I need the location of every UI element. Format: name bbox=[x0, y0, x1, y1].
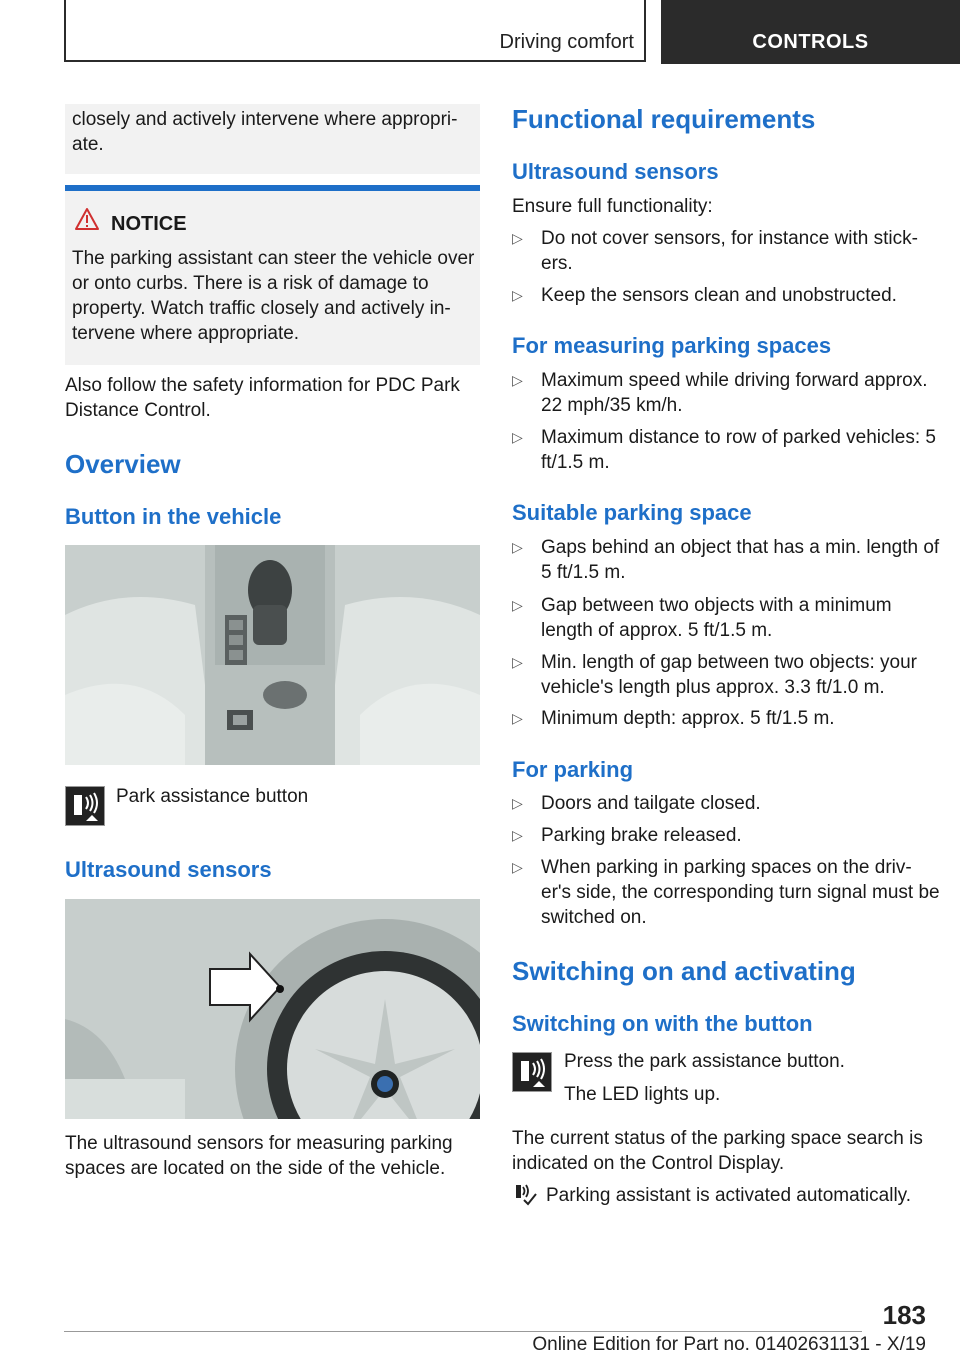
footer-divider bbox=[64, 1331, 862, 1332]
bullet-triangle-icon: ▷ bbox=[512, 710, 523, 726]
bullet-triangle-icon: ▷ bbox=[512, 429, 523, 445]
continued-note-box bbox=[65, 104, 480, 174]
footer-edition: Online Edition for Part no. 01402631131 - X/19 bbox=[532, 1334, 926, 1355]
notice-box bbox=[65, 191, 480, 365]
switch-with-button-heading: Switching on with the button bbox=[512, 1011, 813, 1036]
console-illustration bbox=[65, 545, 480, 765]
bullet-triangle-icon: ▷ bbox=[512, 827, 523, 843]
functional-requirements-heading: Functional requirements bbox=[512, 104, 816, 134]
button-in-vehicle-heading: Button in the vehicle bbox=[65, 504, 282, 529]
bullet-triangle-icon: ▷ bbox=[512, 539, 523, 555]
button-caption: Park assistance button bbox=[116, 786, 309, 807]
page-number: 183 bbox=[882, 1300, 926, 1330]
notice-body: The parking assistant can steer the vehicle over or onto curbs. There is a risk of damage to property. Watch traffic closely and actively in‐tervene where appropriate. bbox=[72, 248, 475, 344]
status-para: The current status of the parking space search is indicated on the Control Display. bbox=[512, 1128, 923, 1174]
auto-activation-text: Parking assistant is activated automatically. bbox=[546, 1185, 912, 1206]
ultrasound-sensors-heading-left: Ultrasound sensors bbox=[65, 857, 272, 882]
continued-note-text: closely and actively intervene where appropri‐ate. bbox=[72, 109, 458, 155]
switching-on-heading: Switching on and activating bbox=[512, 956, 856, 986]
press-button-text: Press the park assistance button. bbox=[564, 1051, 845, 1072]
bullet-triangle-icon: ▷ bbox=[512, 654, 523, 670]
park-assist-active-icon bbox=[512, 1182, 538, 1208]
ultrasound-sensors-heading-right: Ultrasound sensors bbox=[512, 159, 719, 184]
sensor-illustration bbox=[65, 899, 480, 1119]
bullet-triangle-icon: ▷ bbox=[512, 372, 523, 388]
bullet-triangle-icon: ▷ bbox=[512, 795, 523, 811]
measuring-heading: For measuring parking spaces bbox=[512, 333, 832, 358]
warning-triangle-icon bbox=[74, 207, 100, 231]
sensors-intro: Ensure full functionality: bbox=[512, 196, 713, 217]
safety-para: Also follow the safety information for PDC Park Distance Control. bbox=[65, 375, 460, 421]
bullet-triangle-icon: ▷ bbox=[512, 230, 523, 246]
bullet-triangle-icon: ▷ bbox=[512, 597, 523, 613]
header-section-title: Driving comfort bbox=[499, 31, 634, 53]
for-parking-heading: For parking bbox=[512, 757, 634, 782]
notice-title: NOTICE bbox=[111, 213, 187, 235]
led-text: The LED lights up. bbox=[564, 1084, 721, 1105]
bullet-triangle-icon: ▷ bbox=[512, 287, 523, 303]
suitable-space-heading: Suitable parking space bbox=[512, 500, 752, 525]
bullet-triangle-icon: ▷ bbox=[512, 859, 523, 875]
overview-heading: Overview bbox=[65, 449, 181, 479]
header-chapter-tab: CONTROLS bbox=[661, 0, 960, 64]
park-assist-button-icon bbox=[65, 786, 105, 826]
ultrasound-para: The ultrasound sensors for measuring parking spaces are located on the side of the vehicle. bbox=[65, 1133, 453, 1179]
park-assist-button-icon bbox=[512, 1052, 552, 1092]
